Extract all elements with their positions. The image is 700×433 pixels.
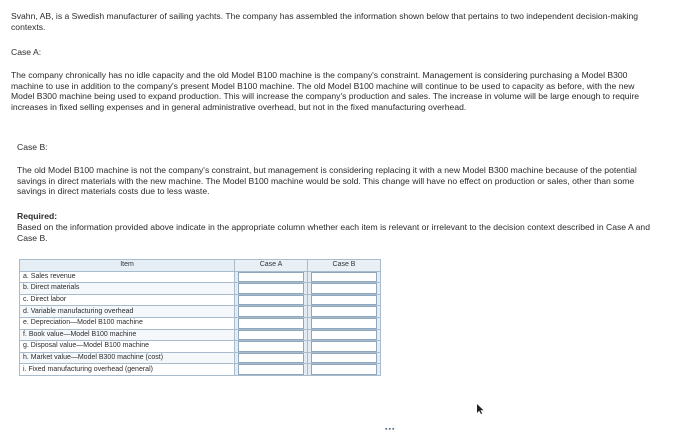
- case-a-cell: [235, 271, 308, 283]
- case-a-heading: Case A:: [11, 47, 42, 57]
- table-row: [20, 341, 381, 353]
- case-a-column-header: Case A: [235, 260, 308, 272]
- case-a-answer-select[interactable]: [238, 283, 304, 294]
- case-b-cell: [308, 364, 381, 376]
- case-b-answer-select[interactable]: [311, 272, 377, 283]
- case-b-answer-select[interactable]: [311, 341, 377, 352]
- case-a-cell: [235, 317, 308, 329]
- item-label: h. Market value—Model B300 machine (cost): [20, 352, 235, 364]
- item-label: i. Fixed manufacturing overhead (general): [20, 364, 235, 376]
- case-b-cell: [308, 294, 381, 306]
- item-label: a. Sales revenue: [20, 271, 235, 283]
- case-a-answer-select[interactable]: [238, 272, 304, 283]
- more-options-dots[interactable]: ▪▪▪: [385, 426, 396, 433]
- case-b-cell: [308, 271, 381, 283]
- case-a-cell: [235, 283, 308, 295]
- case-a-answer-select[interactable]: [238, 306, 304, 317]
- case-a-cell: [235, 329, 308, 341]
- case-a-answer-select[interactable]: [238, 318, 304, 329]
- case-a-cell: [235, 306, 308, 318]
- case-a-cell: [235, 364, 308, 376]
- case-a-answer-select[interactable]: [238, 341, 304, 352]
- case-b-answer-select[interactable]: [311, 306, 377, 317]
- item-label: c. Direct labor: [20, 294, 235, 306]
- case-b-answer-select[interactable]: [311, 330, 377, 341]
- table-row: [20, 364, 381, 376]
- case-b-answer-select[interactable]: [311, 353, 377, 364]
- table-row: [20, 329, 381, 341]
- case-a-answer-select[interactable]: [238, 330, 304, 341]
- table-row: [20, 283, 381, 295]
- table-header-row: [20, 260, 381, 272]
- case-b-cell: [308, 352, 381, 364]
- case-a-answer-select[interactable]: [238, 295, 304, 306]
- table-row: [20, 317, 381, 329]
- case-a-cell: [235, 341, 308, 353]
- case-b-cell: [308, 341, 381, 353]
- case-a-cell: [235, 294, 308, 306]
- case-b-answer-select[interactable]: [311, 283, 377, 294]
- case-b-answer-select[interactable]: [311, 364, 377, 375]
- intro-paragraph: Svahn, AB, is a Swedish manufacturer of sailing yachts. The company has assembled the information shown below that pertains to two independent decision-making contexts.: [11, 11, 639, 32]
- item-label: g. Disposal value—Model B100 machine: [20, 341, 235, 353]
- table-row: [20, 352, 381, 364]
- case-b-cell: [308, 306, 381, 318]
- table-row: [20, 271, 381, 283]
- case-b-cell: [308, 283, 381, 295]
- item-column-header: Item: [20, 260, 235, 272]
- item-label: d. Variable manufacturing overhead: [20, 306, 235, 318]
- table-row: [20, 306, 381, 318]
- item-label: f. Book value—Model B100 machine: [20, 329, 235, 341]
- required-heading: Required:: [17, 211, 58, 221]
- case-b-cell: [308, 317, 381, 329]
- case-a-answer-select[interactable]: [238, 353, 304, 364]
- case-b-answer-select[interactable]: [311, 295, 377, 306]
- table-row: [20, 294, 381, 306]
- item-label: b. Direct materials: [20, 283, 235, 295]
- case-a-paragraph: The company chronically has no idle capacity and the old Model B100 machine is the company's constraint. Management is considering purchasing a Model B300 machine to use in addition to the company's present Model B100 machine. The old Model B100 machine will continue to be used to capacity as before, with the new Model B300 machine being used to expand production. This will increase the company's production and sales. The increase in volume will be large enough to require increases in fixed selling expenses and in general administrative overhead, but not in the fixed manufacturing overhead.: [11, 70, 640, 112]
- relevance-table: [19, 259, 381, 376]
- case-a-answer-select[interactable]: [238, 364, 304, 375]
- case-b-paragraph: The old Model B100 machine is not the company's constraint, but management is considering replacing it with a new Model B300 machine because of the potential savings in direct materials with the new machine. The Model B100 machine would be sold. This change will have no effect on production or sales, other than some savings in direct materials costs due to less waste.: [17, 165, 637, 197]
- item-label: e. Depreciation—Model B100 machine: [20, 317, 235, 329]
- case-b-cell: [308, 329, 381, 341]
- case-b-answer-select[interactable]: [311, 318, 377, 329]
- case-b-column-header: Case B: [308, 260, 381, 272]
- case-a-cell: [235, 352, 308, 364]
- case-b-heading: Case B:: [17, 142, 48, 152]
- required-paragraph: Based on the information provided above indicate in the appropriate column whether each item is relevant or irrelevant to the decision context described in Case A and Case B.: [17, 222, 650, 243]
